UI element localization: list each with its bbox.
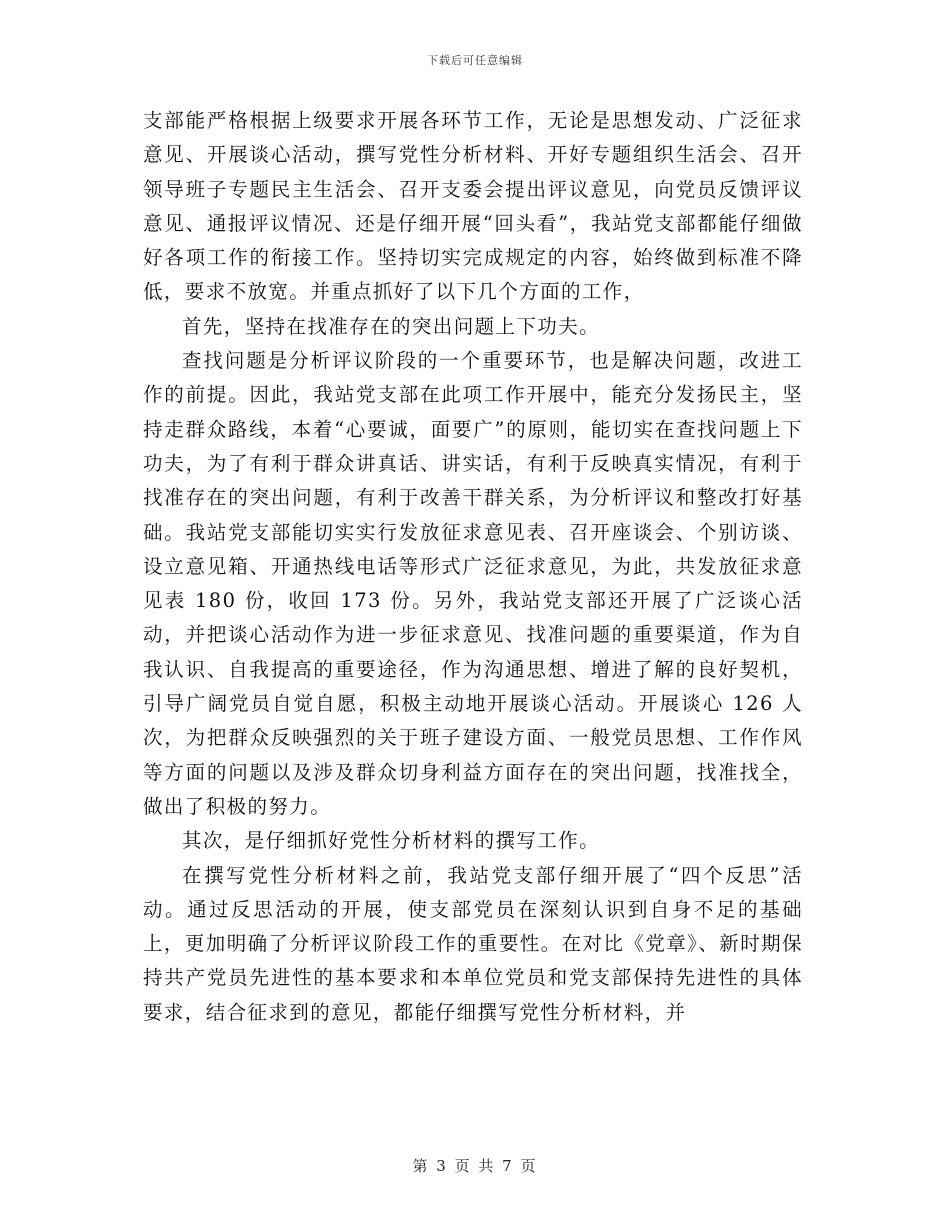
document-body xyxy=(143,104,803,1030)
page-header: 下载后可任意编辑 xyxy=(427,54,523,67)
page-number-footer: 第 3 页 共 7 页 xyxy=(412,1157,538,1175)
paragraph: 其次，是仔细抓好党性分析材料的撰写工作。 xyxy=(182,829,601,853)
paragraph: 支部能严格根据上级要求开展各环节工作，无论是思想发动、广泛征求意见、开展谈心活动，撰写党性分析材料、开好专题组织生活会、召开领导班子专题民主生活会、召开支委会提出评议意见，向党员反馈评议意见、通报评议情况、还是仔细开展“回头看”，我站党支部都能仔细做好各项工作的衔接工作。坚持切实完成规定的内容，始终做到标准不降低，要求不放宽。并重点抓好了以下几个方面的工作， xyxy=(143,109,803,304)
paragraph: 查找问题是分析评议阶段的一个重要环节，也是解决问题，改进工作的前提。因此，我站党支部在此项工作开展中，能充分发扬民主，坚持走群众路线，本着“心要诚，面要广”的原则，能切实在查找问题上下功夫，为了有利于群众讲真话、讲实话，有利于反映真实情况，有利于找准存在的突出问题，有利于改善干群关系，为分析评议和整改打好基础。我站党支部能切实实行发放征求意见表、召开座谈会、个别访谈、设立意见箱、开通热线电话等形式广泛征求意见，为此，共发放征求意见表 180 份，收回 173 份。另外，我站党支部还开展了广泛谈心活动，并把谈心活动作为进一步征求意见、找准问题的重要渠道，作为自我认识、自我提高的重要途径，作为沟通思想、增进了解的良好契机，引导广阔党员自觉自愿，积极主动地开展谈心活动。开展谈心 126 人次，为把群众反映强烈的关于班子建设方面、一般党员思想、工作作风等方面的问题以及涉及群众切身利益方面存在的突出问题，找准找全，做出了积极的努力。 xyxy=(143,349,803,818)
paragraph: 首先，坚持在找准存在的突出问题上下功夫。 xyxy=(182,314,601,338)
paragraph: 在撰写党性分析材料之前，我站党支部仔细开展了“四个反思”活动。通过反思活动的开展，使支部党员在深刻认识到自身不足的基础上，更加明确了分析评议阶段工作的重要性。在对比《党章》、新时期保持共产党员先进性的基本要求和本单位党员和党支部保持先进性的具体要求，结合征求到的意见，都能仔细撰写党性分析材料，并 xyxy=(143,863,803,1024)
